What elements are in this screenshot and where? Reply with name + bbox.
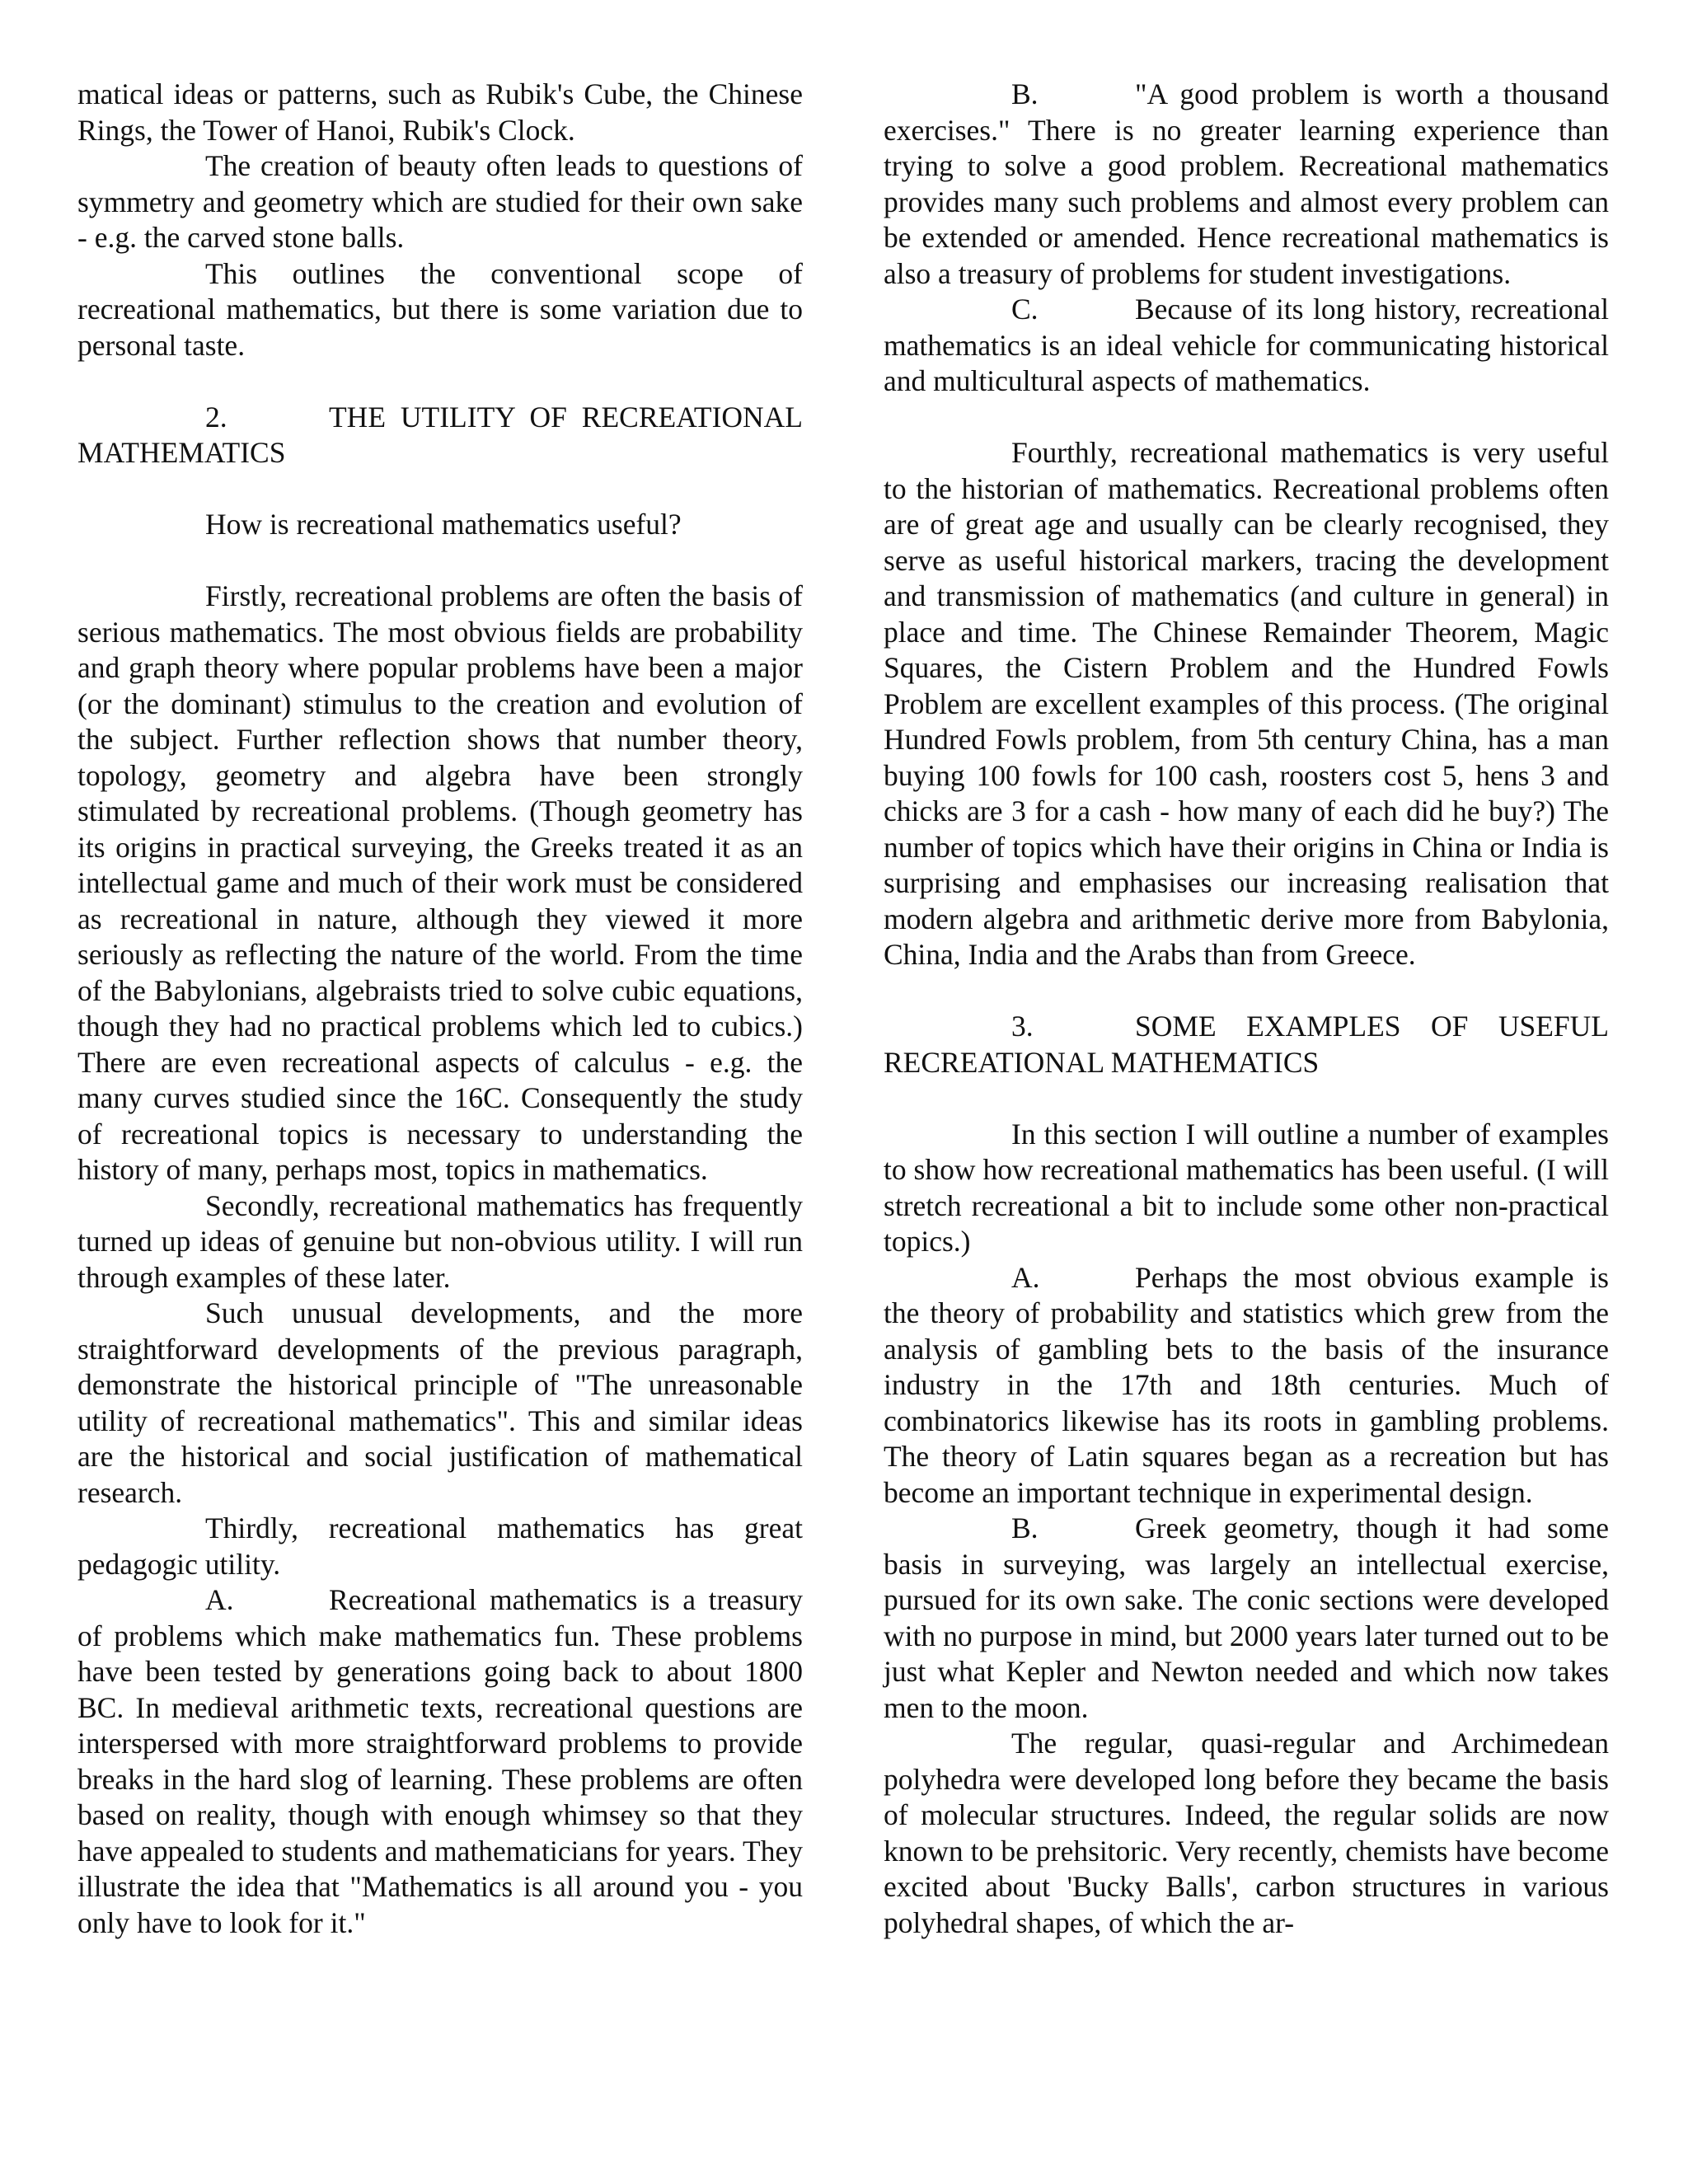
item-text: Perhaps the most obvious example is the theory of probability and statistics which grew from the analysis of gambling bets to the basis of the insurance industry in the 17th and 18th centuries. Much of combinatorics likewise has its roots in gambling problems. The theory of Latin squares began as a recreation but has become an important technique in experimental design. bbox=[884, 1260, 1609, 1509]
list-item bbox=[884, 292, 1609, 400]
section-heading bbox=[77, 400, 803, 471]
paragraph: The regular, quasi-regular and Archimedean polyhedra were developed long before they became the basis of molecular structures. Indeed, the regular solids are now known to be prehsitoric. Very recently, chemists have become excited about 'Bucky Balls', carbon structures in various polyhedral shapes, of which the ar- bbox=[884, 1727, 1609, 1939]
paragraph: matical ideas or patterns, such as Rubik's Cube, the Chinese Rings, the Tower of Hanoi, Rubik's Clock. bbox=[77, 77, 803, 147]
section-number: 3. bbox=[1011, 1010, 1034, 1043]
paragraph: In this section I will outline a number of examples to show how recreational mathematics has been useful. (I will stretch recreational a bit to include some other non-practical topics.) bbox=[884, 1117, 1609, 1258]
item-label: A. bbox=[1011, 1260, 1040, 1294]
item-label: B. bbox=[1011, 77, 1039, 110]
left-column bbox=[77, 77, 803, 1941]
paragraph: Secondly, recreational mathematics has frequently turned up ideas of genuine but non-obvious utility. I will run through examples of these later. bbox=[77, 1188, 803, 1294]
item-text: "A good problem is worth a thousand exercises." There is no greater learning experience than trying to solve a good problem. Recreational mathematics provides many such problems and almost every problem can be extended or amended. Hence recreational mathematics is also a treasury of problems for student investigations. bbox=[884, 77, 1609, 290]
section-heading bbox=[884, 1009, 1609, 1080]
item-text: Because of its long history, recreational mathematics is an ideal vehicle for communicating historical and multicultural aspects of mathematics. bbox=[884, 293, 1609, 397]
item-label: A. bbox=[205, 1583, 234, 1616]
right-column bbox=[884, 77, 1609, 1941]
paragraph: Such unusual developments, and the more straightforward developments of the previous paragraph, demonstrate the historical principle of "The unreasonable utility of recreational mathematics". This and similar ideas are the historical and social justification of mathematical research. bbox=[77, 1296, 803, 1509]
section-title: SOME EXAMPLES OF USEFUL RECREATIONAL MATHEMATICS bbox=[884, 1010, 1609, 1079]
item-text: Recreational mathematics is a treasury of problems which make mathematics fun. These problems have been tested by generations going back to about 1800 BC. In medieval arithmetic texts, recreational questions are interspersed with more straightforward problems to provide breaks in the hard slog of learning. These problems are often based on reality, though with enough whimsey so that they have appealed to students and mathematicians for years. They illustrate the idea that "Mathematics is all around you - you only have to look for it." bbox=[77, 1583, 803, 1939]
paragraph: This outlines the conventional scope of recreational mathematics, but there is some variation due to personal taste. bbox=[77, 256, 803, 362]
paragraph: Thirdly, recreational mathematics has great pedagogic utility. bbox=[77, 1511, 803, 1581]
paragraph: Fourthly, recreational mathematics is very useful to the historian of mathematics. Recreational problems often are of great age and usually can be clearly recognised, they serve as useful historical markers, tracing the development and transmission of mathematics (and culture in general) in place and time. The Chinese Remainder Theorem, Magic Squares, the Cistern Problem and the Hundred Fowls Problem are excellent examples of this process. (The original Hundred Fowls problem, from 5th century China, has a man buying 100 fowls for 100 cash, roosters cost 5, hens 3 and chicks are 3 for a cash - how many of each did he buy?) The number of topics which have their origins in China or India is surprising and emphasises our increasing realisation that modern algebra and arithmetic derive more from Babylonia, China, India and the Arabs than from Greece. bbox=[884, 436, 1609, 971]
list-item bbox=[884, 77, 1609, 292]
list-item bbox=[884, 1511, 1609, 1726]
list-item bbox=[884, 1260, 1609, 1511]
paragraph: The creation of beauty often leads to questions of symmetry and geometry which are studied for their own sake - e.g. the carved stone balls. bbox=[77, 149, 803, 254]
list-item bbox=[77, 1582, 803, 1941]
item-label: B. bbox=[1011, 1511, 1039, 1544]
item-text: Greek geometry, though it had some basis in surveying, was largely an intellectual exercise, pursued for its own sake. The conic sections were developed with no purpose in mind, but 2000 years later turned out to be just what Kepler and Newton needed and which now takes men to the moon. bbox=[884, 1511, 1609, 1724]
paragraph: How is recreational mathematics useful? bbox=[205, 508, 682, 541]
paragraph: Firstly, recreational problems are often the basis of serious mathematics. The most obvious fields are probability and graph theory where popular problems have been a major (or the dominant) stimulus to the creation and evolution of the subject. Further reflection shows that number theory, topology, geometry and algebra have been strongly stimulated by recreational problems. (Though geometry has its origins in practical surveying, the Greeks treated it as an intellectual game and much of their work must be considered as recreational in nature, although they viewed it more seriously as reflecting the nature of the world. From the time of the Babylonians, algebraists tried to solve cubic equations, though they had no practical problems which led to cubics.) There are even recreational aspects of calculus - e.g. the many curves studied since the 16C. Consequently the study of recreational topics is necessary to understanding the history of many, perhaps most, topics in mathematics. bbox=[77, 579, 803, 1186]
section-number: 2. bbox=[205, 400, 227, 434]
section-title: THE UTILITY OF RECREATIONAL MATHEMATICS bbox=[77, 400, 803, 469]
item-label: C. bbox=[1011, 293, 1039, 326]
